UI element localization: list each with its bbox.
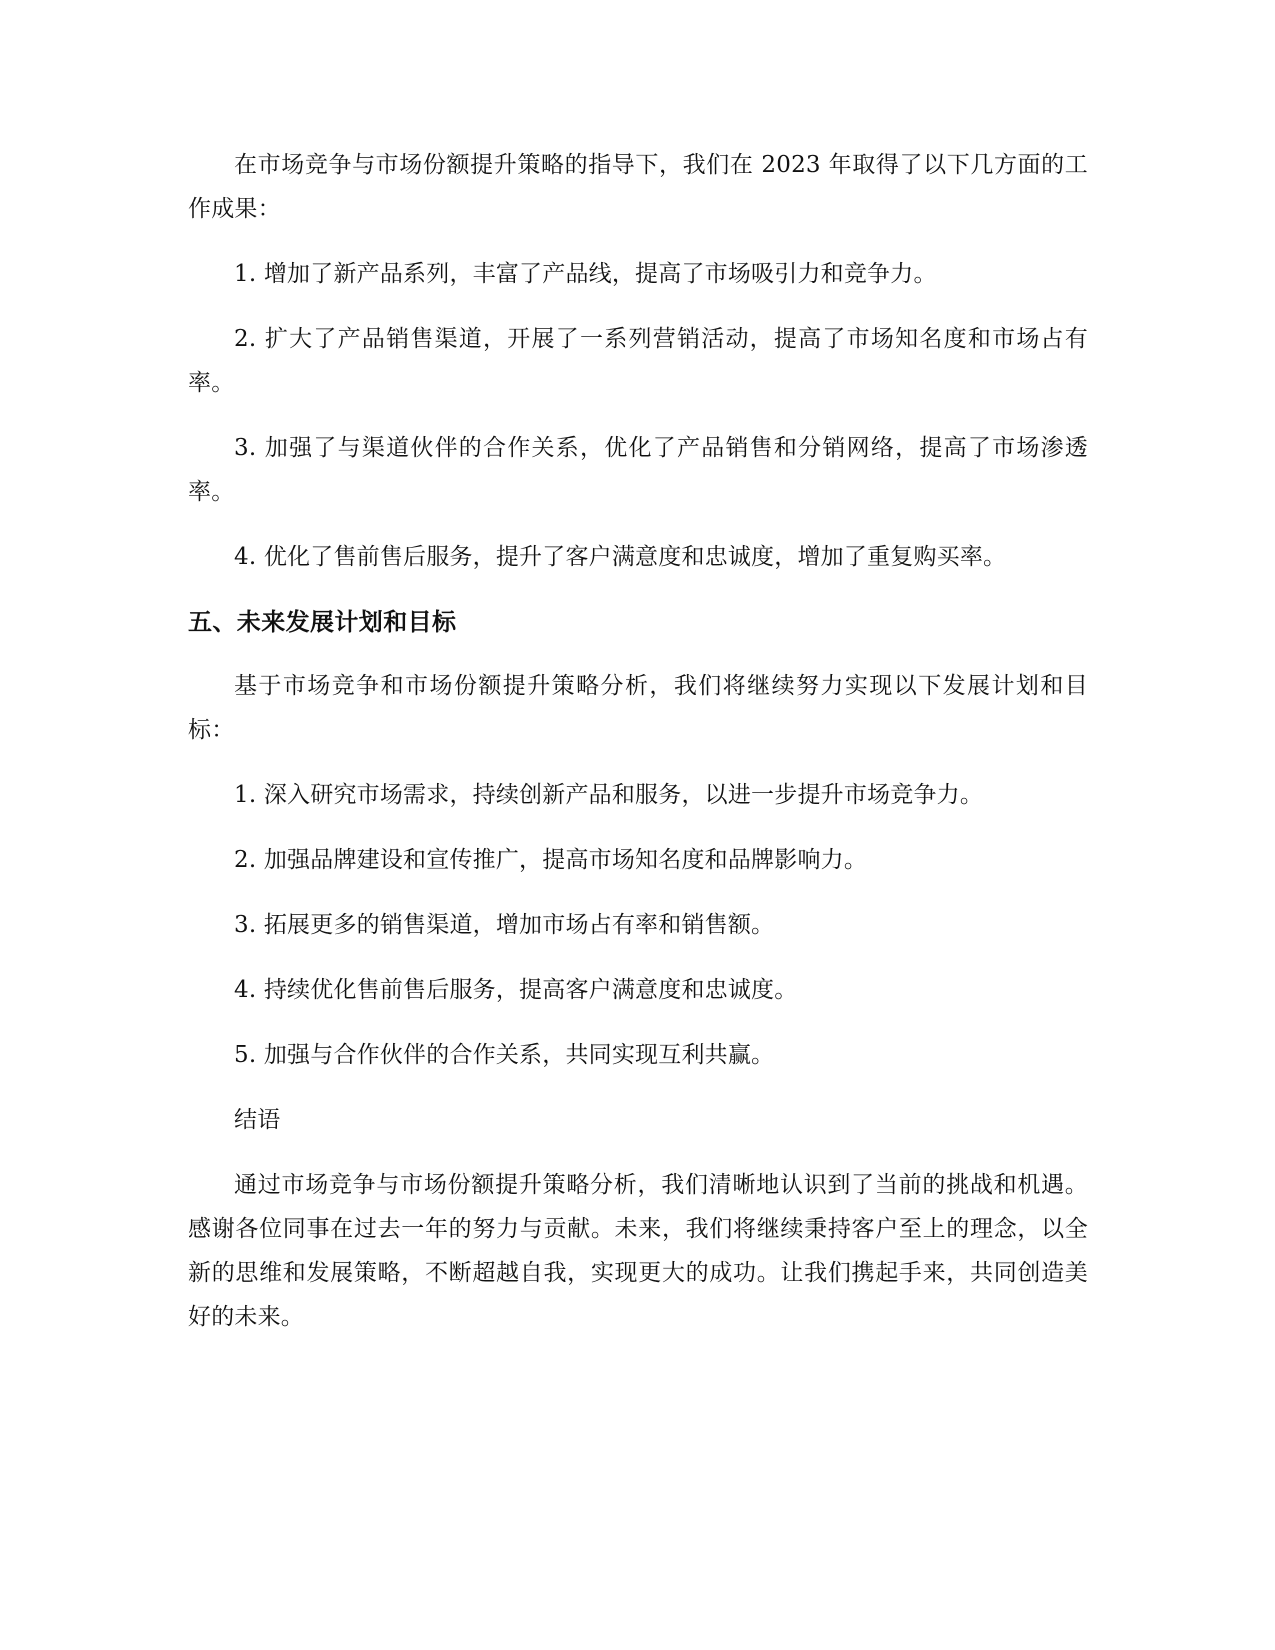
plan-item-5: 5. 加强与合作伙伴的合作关系，共同实现互利共赢。: [234, 1042, 775, 1068]
intro-paragraph: 在市场竞争与市场份额提升策略的指导下，我们在 2023 年取得了以下几方面的工作成果：: [188, 152, 1088, 222]
conclusion-paragraph: 通过市场竞争与市场份额提升策略分析，我们清晰地认识到了当前的挑战和机遇。感谢各位同事在过去一年的努力与贡献。未来，我们将继续秉持客户至上的理念，以全新的思维和发展策略，不断超越自我，实现更大的成功。让我们携起手来，共同创造美好的未来。: [188, 1172, 1088, 1330]
section-heading: 五、未来发展计划和目标: [188, 608, 457, 636]
document-body: [188, 143, 1088, 1360]
achievement-item-3: 3. 加强了与渠道伙伴的合作关系，优化了产品销售和分销网络，提高了市场渗透率。: [188, 435, 1088, 505]
plan-item-3: 3. 拓展更多的销售渠道，增加市场占有率和销售额。: [234, 912, 775, 938]
achievement-item-4: 4. 优化了售前售后服务，提升了客户满意度和忠诚度，增加了重复购买率。: [234, 544, 1007, 570]
plan-item-4: 4. 持续优化售前售后服务，提高客户满意度和忠诚度。: [234, 977, 798, 1003]
plan-item-2: 2. 加强品牌建设和宣传推广，提高市场知名度和品牌影响力。: [234, 847, 868, 873]
conclusion-label: 结语: [234, 1107, 281, 1133]
achievement-item-1: 1. 增加了新产品系列，丰富了产品线，提高了市场吸引力和竞争力。: [234, 261, 937, 287]
achievement-item-2: 2. 扩大了产品销售渠道，开展了一系列营销活动，提高了市场知名度和市场占有率。: [188, 326, 1088, 396]
plan-item-1: 1. 深入研究市场需求，持续创新产品和服务，以进一步提升市场竞争力。: [234, 782, 984, 808]
plan-intro-paragraph: 基于市场竞争和市场份额提升策略分析，我们将继续努力实现以下发展计划和目标：: [188, 673, 1088, 743]
